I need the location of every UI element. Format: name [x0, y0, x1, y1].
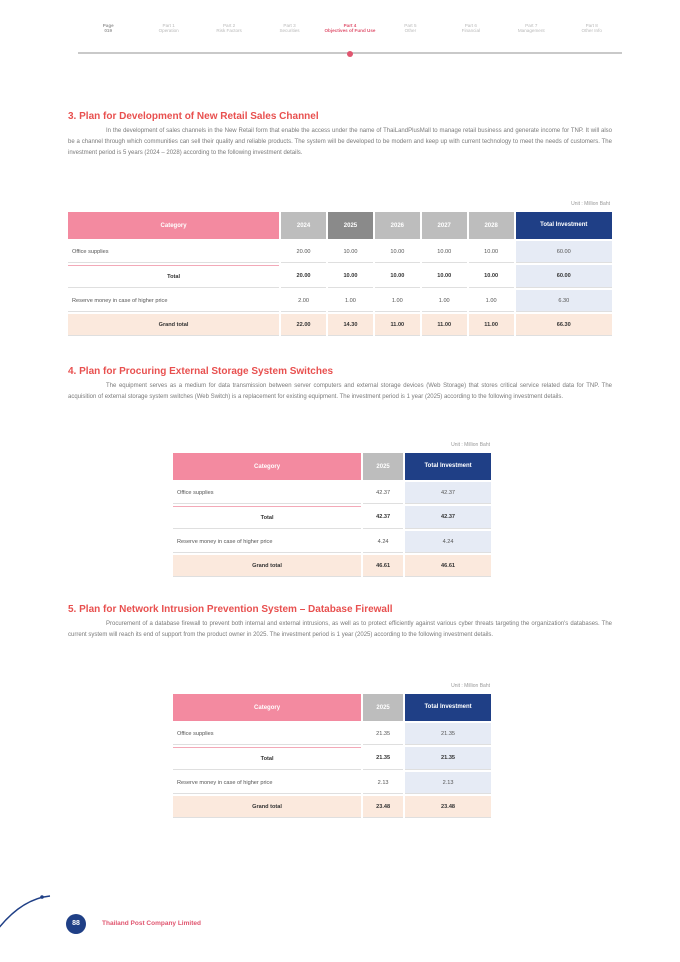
unit-label: Unit : Million Baht — [571, 201, 610, 207]
row-label: Grand total — [173, 555, 361, 577]
nav-item-label: Part 1 — [162, 23, 175, 28]
row-label: Grand total — [173, 796, 361, 818]
row-value: 2.13 — [363, 772, 403, 794]
nav-item[interactable] — [562, 20, 622, 52]
nav-item-label: Part 4 — [343, 23, 357, 28]
nav-item-sublabel: Operation — [158, 28, 179, 34]
row-total: 21.35 — [405, 723, 491, 745]
row-total: 60.00 — [516, 241, 612, 263]
unit-label: Unit : Million Baht — [451, 683, 490, 689]
row-label: Office supplies — [173, 723, 361, 745]
header-year: 2025 — [363, 694, 403, 721]
row-value: 10.00 — [328, 241, 373, 263]
nav-item[interactable] — [441, 20, 501, 52]
row-value: 14.30 — [328, 314, 373, 336]
header-total-investment: Total Investment — [405, 694, 491, 721]
header-year: 2025 — [328, 212, 373, 239]
investment-table-storage-switches — [171, 451, 493, 579]
section-title-database-firewall: 5. Plan for Network Intrusion Prevention System – Database Firewall — [68, 604, 393, 615]
header-category: Category — [173, 694, 361, 721]
row-value: 1.00 — [469, 290, 514, 312]
row-total: 42.37 — [405, 482, 491, 504]
top-navigation — [78, 20, 622, 54]
row-value: 10.00 — [422, 241, 467, 263]
row-total: 66.30 — [516, 314, 612, 336]
table-header-row — [68, 212, 612, 239]
row-label: Reserve money in case of higher price — [68, 290, 279, 312]
nav-item[interactable] — [138, 20, 198, 52]
row-value: 10.00 — [375, 241, 420, 263]
row-label: Grand total — [68, 314, 279, 336]
nav-item[interactable] — [259, 20, 319, 52]
row-value: 2.00 — [281, 290, 326, 312]
row-label: Reserve money in case of higher price — [173, 531, 361, 553]
table-row — [68, 265, 612, 288]
nav-item-label: Part 8 — [585, 23, 598, 28]
nav-item-label: Part 3 — [283, 23, 296, 28]
header-year: 2026 — [375, 212, 420, 239]
table-row — [173, 796, 491, 818]
unit-label: Unit : Million Baht — [451, 442, 490, 448]
row-value: 10.00 — [469, 265, 514, 288]
row-total: 21.35 — [405, 747, 491, 770]
nav-item-label: Part 2 — [222, 23, 236, 28]
table-row — [173, 555, 491, 577]
header-total-investment: Total Investment — [405, 453, 491, 480]
header-category: Category — [68, 212, 279, 239]
nav-item-label: Part 7 — [525, 23, 538, 28]
table-row — [68, 241, 612, 263]
nav-item-label: Page — [102, 23, 114, 28]
table-row — [173, 772, 491, 794]
nav-item-sublabel: Objectives of Fund Use — [324, 28, 376, 34]
row-label: Total — [173, 506, 361, 529]
nav-item[interactable] — [199, 20, 259, 52]
row-value: 21.35 — [363, 747, 403, 770]
row-value: 21.35 — [363, 723, 403, 745]
row-label: Office supplies — [173, 482, 361, 504]
nav-item[interactable] — [320, 20, 380, 52]
row-total: 42.37 — [405, 506, 491, 529]
row-total: 2.13 — [405, 772, 491, 794]
investment-table-retail-channel — [66, 210, 614, 338]
header-category: Category — [173, 453, 361, 480]
row-value: 20.00 — [281, 241, 326, 263]
nav-item-sublabel: Other — [404, 28, 417, 34]
row-value: 1.00 — [375, 290, 420, 312]
section-body-storage-switches: The equipment serves as a medium for data transmission between server computers and external storage devices (Web Storage) that stores critical service related data for TNP. The acquisition of external storage system switches (Web Switch) is a replacement for existing equipment. The investment period is 1 year (2025) according to the following investment details. — [68, 383, 612, 400]
row-label: Total — [173, 747, 361, 770]
table-row — [68, 290, 612, 312]
row-value: 11.00 — [469, 314, 514, 336]
row-total: 60.00 — [516, 265, 612, 288]
nav-item-sublabel: 019 — [104, 28, 113, 34]
row-value: 10.00 — [328, 265, 373, 288]
header-year: 2027 — [422, 212, 467, 239]
row-value: 22.00 — [281, 314, 326, 336]
table-row — [173, 482, 491, 504]
nav-item-sublabel: Other Info — [581, 28, 602, 34]
row-label: Total — [68, 265, 279, 288]
row-value: 1.00 — [328, 290, 373, 312]
row-total: 46.61 — [405, 555, 491, 577]
table-row — [173, 531, 491, 553]
nav-item-sublabel: Management — [517, 28, 545, 34]
table-header-row — [173, 453, 491, 480]
section-title-retail-channel: 3. Plan for Development of New Retail Sales Channel — [68, 111, 319, 122]
nav-item-sublabel: Securities — [279, 28, 300, 34]
table-header-row — [173, 694, 491, 721]
row-value: 46.61 — [363, 555, 403, 577]
row-value: 11.00 — [375, 314, 420, 336]
row-value: 10.00 — [375, 265, 420, 288]
header-year: 2028 — [469, 212, 514, 239]
row-value: 23.48 — [363, 796, 403, 818]
table-row — [173, 723, 491, 745]
row-total: 23.48 — [405, 796, 491, 818]
section-title-storage-switches: 4. Plan for Procuring External Storage System Switches — [68, 366, 334, 377]
investment-table-database-firewall — [171, 692, 493, 820]
section-body-retail-channel: In the development of sales channels in the New Retail form that enable the access under the name of ThaiLandPlusMall to manage retail business and generate income for TNP. It will also be a channel through which communities can sell their quality and reliable products. The system will be developed to be modern and keep up with current technology to meet the needs of customers. The investment period is 5 years (2024 – 2028) according to the following investment details. — [68, 128, 612, 156]
header-total-investment: Total Investment — [516, 212, 612, 239]
page-number-badge: 88 — [66, 914, 86, 934]
section-body-database-firewall: Procurement of a database firewall to prevent both internal and external intrusions, as well as to protect efficiently against various cyber threats targeting the organization's databases. The current system will reach its end of support from the product owner in 2025. The investment period is 1 year (2025) according to the following investment details. — [68, 621, 612, 638]
row-label: Office supplies — [68, 241, 279, 263]
nav-item[interactable] — [78, 20, 138, 52]
row-value: 42.37 — [363, 482, 403, 504]
nav-item-sublabel: Financial — [461, 28, 481, 34]
table-row — [173, 506, 491, 529]
row-total: 6.30 — [516, 290, 612, 312]
company-name: Thailand Post Company Limited — [102, 920, 201, 927]
row-value: 1.00 — [422, 290, 467, 312]
header-year: 2024 — [281, 212, 326, 239]
header-year: 2025 — [363, 453, 403, 480]
nav-item-sublabel: Risk Factors — [216, 28, 242, 34]
row-value: 10.00 — [422, 265, 467, 288]
nav-item-label: Part 6 — [464, 23, 477, 28]
row-value: 20.00 — [281, 265, 326, 288]
row-total: 4.24 — [405, 531, 491, 553]
nav-item[interactable] — [380, 20, 440, 52]
row-value: 11.00 — [422, 314, 467, 336]
nav-item[interactable] — [501, 20, 561, 52]
nav-item-label: Part 5 — [404, 23, 417, 28]
table-row — [173, 747, 491, 770]
row-label: Reserve money in case of higher price — [173, 772, 361, 794]
row-value: 42.37 — [363, 506, 403, 529]
row-value: 4.24 — [363, 531, 403, 553]
row-value: 10.00 — [469, 241, 514, 263]
table-row — [68, 314, 612, 336]
